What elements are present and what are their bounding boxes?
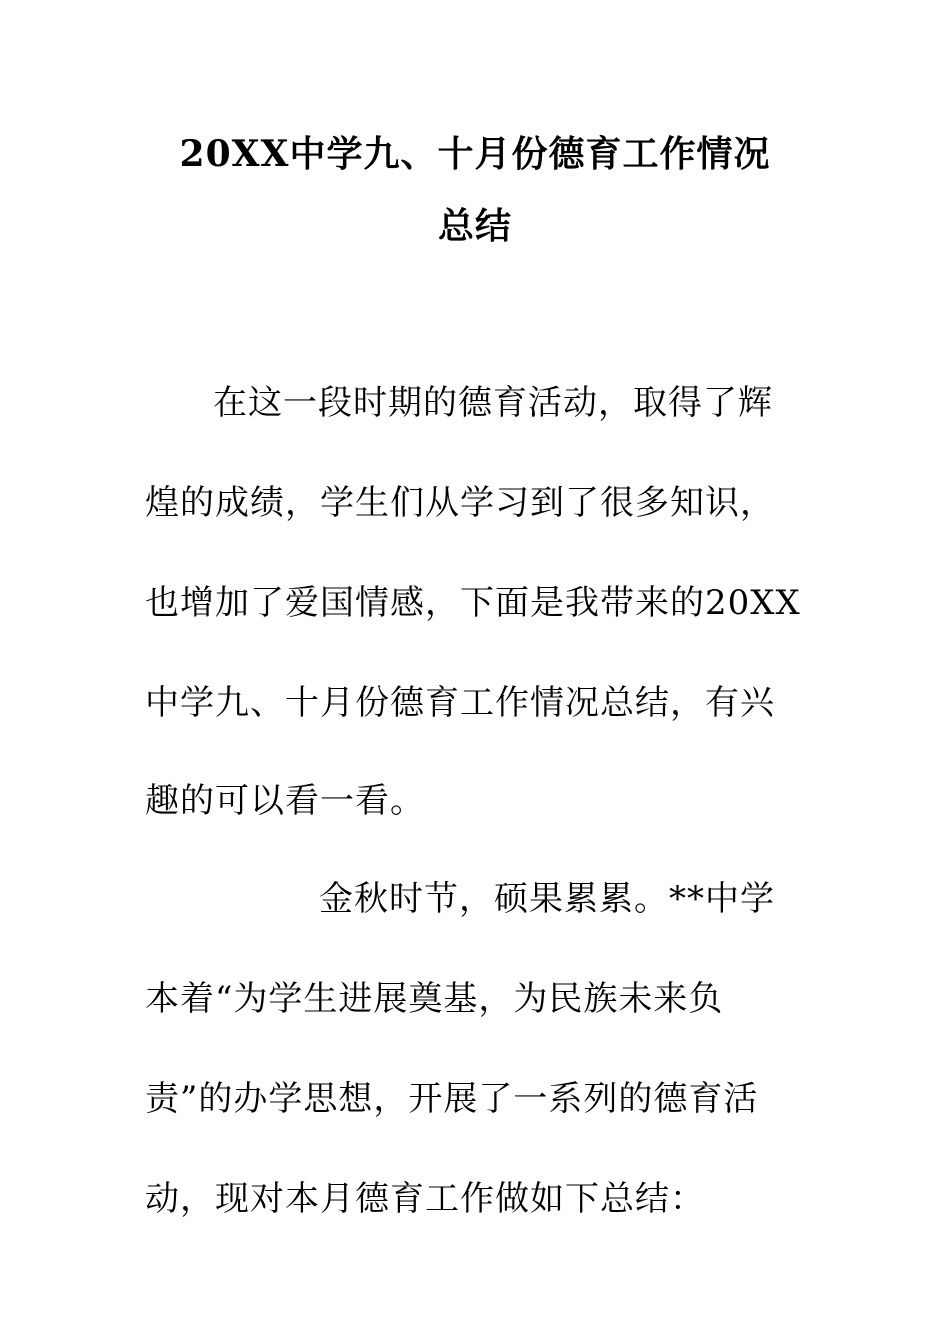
paragraph-2-line-4: 动，现对本月德育工作做如下总结： <box>145 1179 705 1219</box>
paragraph-1-line-3: 也增加了爱国情感，下面是我带来的20XX <box>145 583 801 623</box>
paragraph-2-line-3: 责”的办学思想，开展了一系列的德育活 <box>145 1079 759 1119</box>
paragraph-2-line-2: 本着“为学生进展奠基，为民族未来负 <box>145 979 724 1019</box>
paragraph-1-line-1: 在这一段时期的德育活动，取得了辉 <box>213 383 773 423</box>
paragraph-1-line-5: 趣的可以看一看。 <box>145 781 425 821</box>
paragraph-1-line-2: 煌的成绩，学生们从学习到了很多知识， <box>145 483 775 523</box>
paragraph-2-line-1: 金秋时节，硕果累累。**中学 <box>319 879 775 919</box>
paragraph-1-line-4: 中学九、十月份德育工作情况总结，有兴 <box>145 683 775 723</box>
document-title-line-2: 总结 <box>437 205 512 247</box>
document-title-line-1: 20XX中学九、十月份德育工作情况 <box>179 133 771 175</box>
